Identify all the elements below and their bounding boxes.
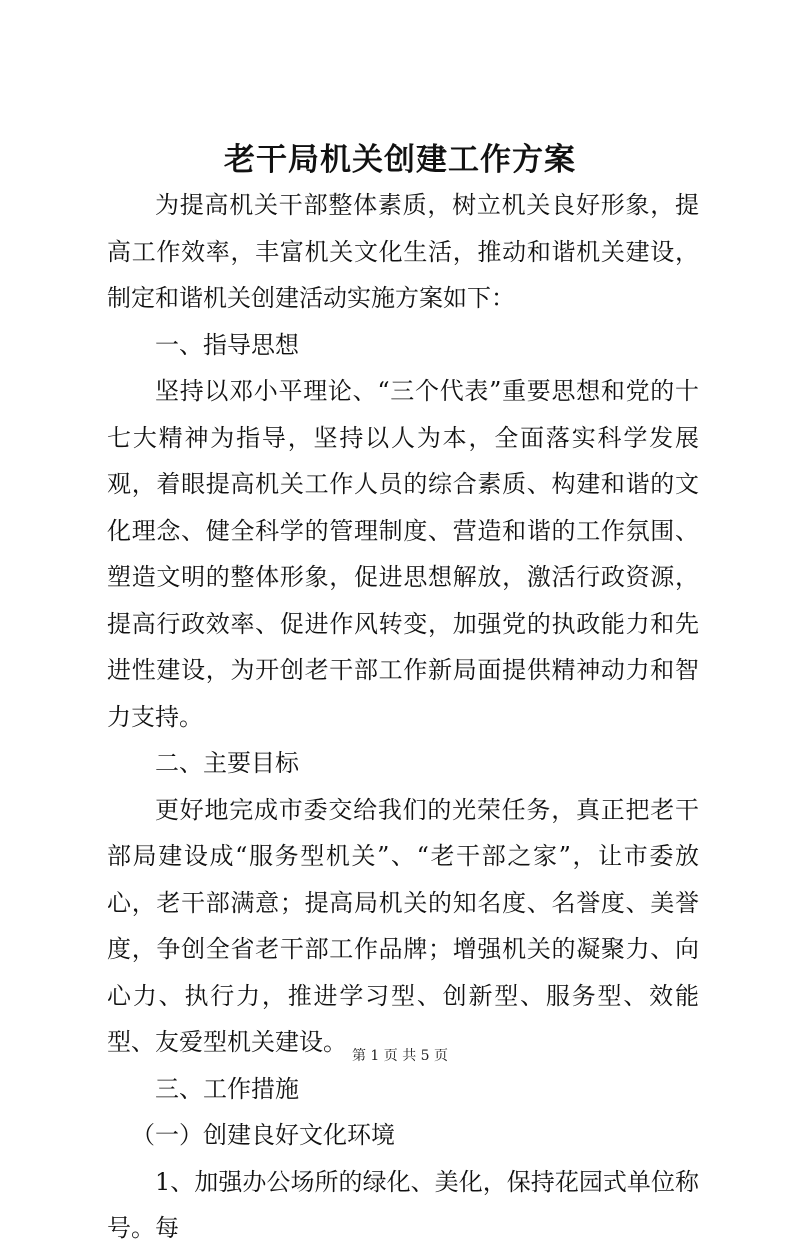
page-number-footer: 第 1 页 共 5 页 — [351, 1048, 449, 1064]
subsection-heading-culture-environment: （一）创建良好文化环境 — [131, 1121, 395, 1149]
section-heading-main-goals: 二、主要目标 — [155, 749, 299, 777]
intro-paragraph: 为提高机关干部整体素质，树立机关良好形象，提高工作效率，丰富机关文化生活，推动和谐机关建设，制定和谐机关创建活动实施方案如下： — [107, 191, 699, 312]
main-goals-paragraph: 更好地完成市委交给我们的光荣任务，真正把老干部局建设成“服务型机关”、“老干部之家”，让市委放心，老干部满意；提高局机关的知名度、名誉度、美誉度，争创全省老干部工作品牌；增强机关的凝聚力、向心力、执行力，推进学习型、创新型、服务型、效能型、友爱型机关建设。 — [107, 795, 699, 1056]
measure-item-1: 1、加强办公场所的绿化、美化，保持花园式单位称号。每 — [107, 1167, 699, 1242]
document-body — [107, 182, 699, 1252]
document-title: 老干局机关创建工作方案 — [224, 142, 576, 178]
section-heading-work-measures: 三、工作措施 — [155, 1074, 299, 1103]
section-heading-guiding-ideology: 一、指导思想 — [155, 330, 299, 359]
guiding-ideology-paragraph: 坚持以邓小平理论、“三个代表”重要思想和党的十七大精神为指导，坚持以人为本，全面落实科学发展观，着眼提高机关工作人员的综合素质、构建和谐的文化理念、健全科学的管理制度、营造和谐的工作氛围、塑造文明的整体形象，促进思想解放，激活行政资源，提高行政效率、促进作风转变，加强党的执政能力和先进性建设，为开创老干部工作新局面提供精神动力和智力支持。 — [107, 377, 699, 731]
